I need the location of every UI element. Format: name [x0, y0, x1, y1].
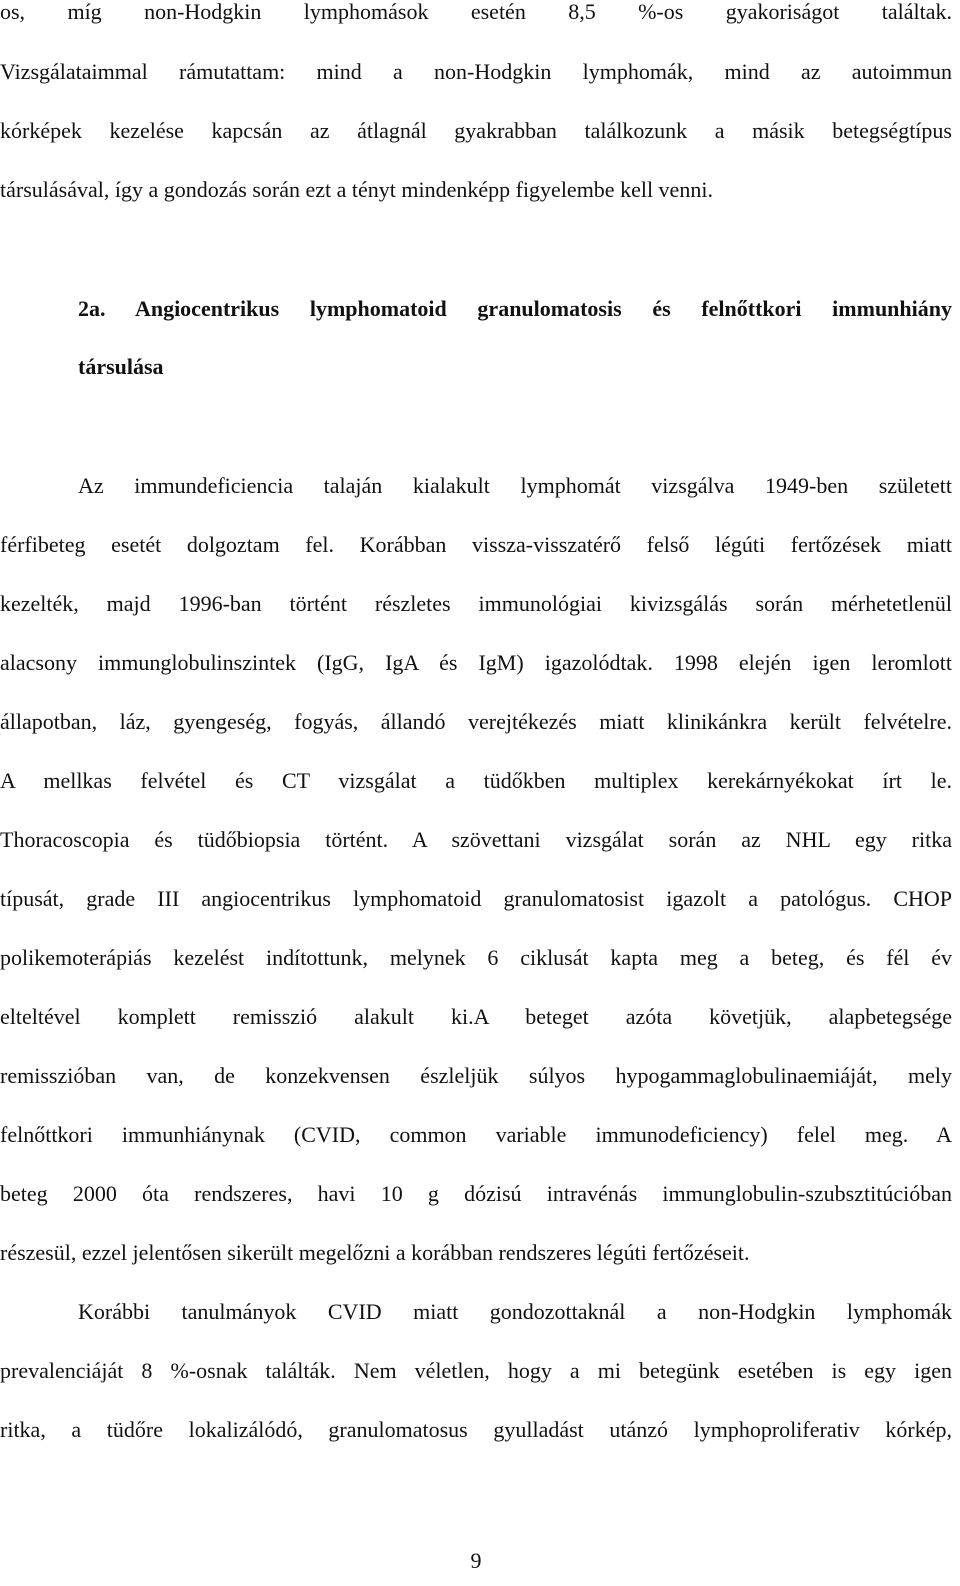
- text-line: polikemoterápiás kezelést indítottunk, melynek 6 ciklusát kapta meg a beteg, és fél év: [0, 945, 952, 970]
- text-line: állapotban, láz, gyengeség, fogyás, állandó verejtékezés miatt klinikánkra került felvételre.: [0, 709, 952, 734]
- text-line: beteg 2000 óta rendszeres, havi 10 g dózisú intravénás immunglobulin-szubsztitúcióban: [0, 1181, 952, 1206]
- text-line: A mellkas felvétel és CT vizsgálat a tüdőkben multiplex kerekárnyékokat írt le.: [0, 768, 952, 793]
- text-line: Thoracoscopia és tüdőbiopsia történt. A szövettani vizsgálat során az NHL egy ritka: [0, 827, 952, 852]
- text-line: társulásával, így a gondozás során ezt a tényt mindenképp figyelembe kell venni.: [0, 177, 713, 202]
- text-line: elteltével komplett remisszió alakult ki.A beteget azóta követjük, alapbetegsége: [0, 1004, 952, 1029]
- text-line: kezelték, majd 1996-ban történt részletes immunológiai kivizsgálás során mérhetetlenül: [0, 591, 952, 616]
- heading-line: 2a. Angiocentrikus lymphomatoid granulomatosis és felnőttkori immunhiány: [78, 296, 952, 321]
- text-line: os, míg non-Hodgkin lymphomások esetén 8,5 %-os gyakoriságot találtak.: [0, 0, 952, 24]
- text-line: ritka, a tüdőre lokalizálódó, granulomatosus gyulladást utánzó lymphoproliferativ kórkép,: [0, 1417, 952, 1442]
- text-line: Korábbi tanulmányok CVID miatt gondozottaknál a non-Hodgkin lymphomák: [78, 1299, 952, 1324]
- text-line: prevalenciáját 8 %-osnak találták. Nem véletlen, hogy a mi betegünk esetében is egy igen: [0, 1358, 952, 1383]
- text-line: kórképek kezelése kapcsán az átlagnál gyakrabban találkozunk a másik betegségtípus: [0, 118, 952, 143]
- text-line: típusát, grade III angiocentrikus lymphomatoid granulomatosist igazolt a patológus. CHOP: [0, 886, 952, 911]
- page-number: 9: [470, 1548, 482, 1573]
- text-line: férfibeteg esetét dolgoztam fel. Korábban vissza-visszatérő felső légúti fertőzések miatt: [0, 532, 952, 557]
- text-line: felnőttkori immunhiánynak (CVID, common variable immunodeficiency) felel meg. A: [0, 1122, 952, 1147]
- heading-line: társulása: [78, 354, 164, 379]
- text-line: Az immundeficiencia talaján kialakult lymphomát vizsgálva 1949-ben született: [78, 473, 952, 498]
- text-line: remisszióban van, de konzekvensen észleljük súlyos hypogammaglobulinaemiáját, mely: [0, 1063, 952, 1088]
- text-line: részesül, ezzel jelentősen sikerült megelőzni a korábban rendszeres légúti fertőzéseit.: [0, 1240, 750, 1265]
- text-line: alacsony immunglobulinszintek (IgG, IgA és IgM) igazolódtak. 1998 elején igen leromlott: [0, 650, 952, 675]
- text-line: Vizsgálataimmal rámutattam: mind a non-Hodgkin lymphomák, mind az autoimmun: [0, 59, 952, 84]
